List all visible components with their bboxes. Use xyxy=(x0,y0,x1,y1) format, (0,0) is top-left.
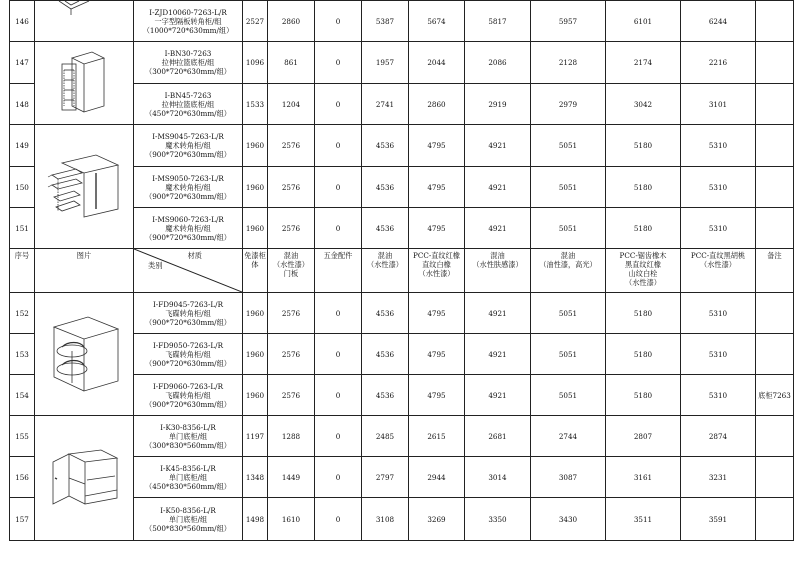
price-pcc-walnut: 5310 xyxy=(681,375,756,416)
price-pcc-walnut: 5310 xyxy=(681,167,756,208)
product-spec: I-K30-8356-L/R 单门底柜/组 （300*830*560mm/组） xyxy=(134,416,243,457)
price-paint-door: 2576 xyxy=(268,334,315,375)
table-row xyxy=(10,42,794,84)
row-number: 151 xyxy=(10,208,35,249)
price-paint-door: 1288 xyxy=(268,416,315,457)
table-header xyxy=(10,249,794,293)
price-paint-skin: 2919 xyxy=(465,84,531,125)
price-pcc-teak: 6101 xyxy=(606,1,681,42)
price-paint-oil: 5051 xyxy=(531,167,606,208)
product-spec: I-BN30-7263 拉伸拉篮底柜/组 （300*720*630mm/组） xyxy=(134,42,243,84)
price-pcc-walnut: 5310 xyxy=(681,125,756,167)
price-unpainted: 1533 xyxy=(243,84,268,125)
price-pcc-oak: 4795 xyxy=(409,375,465,416)
price-paint-skin: 4921 xyxy=(465,293,531,334)
price-pcc-oak: 3269 xyxy=(409,498,465,541)
remark xyxy=(756,334,794,375)
row-number: 146 xyxy=(10,1,35,42)
price-pcc-oak: 4795 xyxy=(409,167,465,208)
header-paint-door: 混油 （水性漆） 门板 xyxy=(268,249,315,293)
price-paint-oil: 5051 xyxy=(531,125,606,167)
price-hardware: 0 xyxy=(315,167,362,208)
price-hardware: 0 xyxy=(315,1,362,42)
price-pcc-oak: 4795 xyxy=(409,334,465,375)
price-paint-oil: 5957 xyxy=(531,1,606,42)
product-spec: I-FD9045-7263-L/R 飞碟转角柜/组 （900*720*630mm/组） xyxy=(134,293,243,334)
row-number: 148 xyxy=(10,84,35,125)
price-hardware: 0 xyxy=(315,334,362,375)
price-paint-skin: 4921 xyxy=(465,125,531,167)
remark xyxy=(756,167,794,208)
price-paint-oil: 5051 xyxy=(531,375,606,416)
remark xyxy=(756,293,794,334)
price-paint-skin: 4921 xyxy=(465,167,531,208)
price-hardware: 0 xyxy=(315,457,362,498)
price-paint-water: 4536 xyxy=(362,125,409,167)
price-pcc-teak: 5180 xyxy=(606,208,681,249)
price-pcc-teak: 3042 xyxy=(606,84,681,125)
price-pcc-teak: 2174 xyxy=(606,42,681,84)
price-unpainted: 1096 xyxy=(243,42,268,84)
remark xyxy=(756,416,794,457)
price-hardware: 0 xyxy=(315,498,362,541)
price-paint-door: 1449 xyxy=(268,457,315,498)
price-paint-door: 2576 xyxy=(268,293,315,334)
product-spec: I-MS9050-7263-L/R 魔术转角柜/组 （900*720*630mm/组） xyxy=(134,167,243,208)
price-pcc-teak: 5180 xyxy=(606,334,681,375)
header-paint-water: 混油 （水性漆） xyxy=(362,249,409,293)
price-pcc-teak: 5180 xyxy=(606,125,681,167)
price-paint-door: 2576 xyxy=(268,208,315,249)
row-number: 152 xyxy=(10,293,35,334)
header-pcc-oak: PCC-直纹红橡 直纹白橡 （水性漆） xyxy=(409,249,465,293)
price-table xyxy=(9,0,794,541)
header-unpainted: 免漆柜 体 xyxy=(243,249,268,293)
price-pcc-oak: 4795 xyxy=(409,125,465,167)
price-pcc-teak: 3161 xyxy=(606,457,681,498)
product-spec: I-ZJD10060-7263-L/R 一字型隔板转角柜/组 （1000*720*630mm/组） xyxy=(134,1,243,42)
header-no: 序号 xyxy=(10,249,35,293)
price-unpainted: 1348 xyxy=(243,457,268,498)
table-row xyxy=(10,125,794,167)
price-unpainted: 1960 xyxy=(243,167,268,208)
price-pcc-teak: 3511 xyxy=(606,498,681,541)
price-paint-water: 2741 xyxy=(362,84,409,125)
header-hardware: 五金配件 xyxy=(315,249,362,293)
remark xyxy=(756,498,794,541)
price-paint-oil: 3430 xyxy=(531,498,606,541)
price-paint-door: 1610 xyxy=(268,498,315,541)
price-paint-water: 4536 xyxy=(362,334,409,375)
product-spec: I-BN45-7263 拉伸拉篮底柜/组 （450*720*630mm/组） xyxy=(134,84,243,125)
product-image-cell xyxy=(35,125,134,249)
price-pcc-walnut: 2874 xyxy=(681,416,756,457)
price-paint-door: 2576 xyxy=(268,125,315,167)
product-image-cell xyxy=(35,42,134,125)
header-material-category xyxy=(134,249,243,293)
product-image-cell xyxy=(35,416,134,541)
price-paint-water: 2797 xyxy=(362,457,409,498)
price-pcc-walnut: 5310 xyxy=(681,208,756,249)
row-number: 150 xyxy=(10,167,35,208)
price-paint-skin: 3350 xyxy=(465,498,531,541)
table-row xyxy=(10,1,794,42)
header-image: 图片 xyxy=(35,249,134,293)
product-spec: I-FD9050-7263-L/R 飞碟转角柜/组 （900*720*630mm/组） xyxy=(134,334,243,375)
price-paint-water: 3108 xyxy=(362,498,409,541)
row-number: 149 xyxy=(10,125,35,167)
price-paint-skin: 4921 xyxy=(465,334,531,375)
price-paint-door: 2576 xyxy=(268,167,315,208)
price-paint-skin: 3014 xyxy=(465,457,531,498)
price-pcc-oak: 2944 xyxy=(409,457,465,498)
section-top xyxy=(10,1,794,249)
price-pcc-walnut: 3231 xyxy=(681,457,756,498)
price-pcc-teak: 5180 xyxy=(606,375,681,416)
price-paint-skin: 2681 xyxy=(465,416,531,457)
price-hardware: 0 xyxy=(315,375,362,416)
price-paint-oil: 5051 xyxy=(531,293,606,334)
remark xyxy=(756,125,794,167)
table-row xyxy=(10,293,794,334)
price-unpainted: 1960 xyxy=(243,125,268,167)
table-row xyxy=(10,416,794,457)
price-paint-door: 861 xyxy=(268,42,315,84)
header-remark: 备注 xyxy=(756,249,794,293)
remark xyxy=(756,42,794,84)
price-paint-door: 2860 xyxy=(268,1,315,42)
product-image-cell xyxy=(35,1,134,42)
price-pcc-walnut: 6244 xyxy=(681,1,756,42)
price-pcc-teak: 2807 xyxy=(606,416,681,457)
price-hardware: 0 xyxy=(315,125,362,167)
pullout-basket-cabinet-image xyxy=(58,50,110,116)
remark xyxy=(756,208,794,249)
price-hardware: 0 xyxy=(315,208,362,249)
price-paint-water: 4536 xyxy=(362,208,409,249)
price-paint-oil: 3087 xyxy=(531,457,606,498)
product-spec: I-FD9060-7263-L/R 飞碟转角柜/组 （900*720*630mm/组） xyxy=(134,375,243,416)
price-paint-door: 1204 xyxy=(268,84,315,125)
price-pcc-oak: 4795 xyxy=(409,293,465,334)
price-paint-oil: 2128 xyxy=(531,42,606,84)
price-pcc-walnut: 5310 xyxy=(681,334,756,375)
price-paint-skin: 4921 xyxy=(465,208,531,249)
header-paint-oil: 混油 （油性漆，高光） xyxy=(531,249,606,293)
row-number: 154 xyxy=(10,375,35,416)
magic-corner-cabinet-image xyxy=(44,151,124,223)
price-unpainted: 1960 xyxy=(243,293,268,334)
row-number: 147 xyxy=(10,42,35,84)
price-pcc-walnut: 5310 xyxy=(681,293,756,334)
price-paint-skin: 2086 xyxy=(465,42,531,84)
single-door-base-cabinet-image xyxy=(47,448,121,508)
header-category: 类别 xyxy=(148,261,163,270)
price-pcc-oak: 4795 xyxy=(409,208,465,249)
price-paint-water: 4536 xyxy=(362,375,409,416)
price-paint-oil: 2744 xyxy=(531,416,606,457)
price-paint-skin: 4921 xyxy=(465,375,531,416)
product-image-cell xyxy=(35,293,134,416)
price-paint-water: 4536 xyxy=(362,167,409,208)
price-hardware: 0 xyxy=(315,42,362,84)
price-paint-water: 1957 xyxy=(362,42,409,84)
price-unpainted: 1960 xyxy=(243,375,268,416)
price-paint-oil: 2979 xyxy=(531,84,606,125)
price-paint-oil: 5051 xyxy=(531,334,606,375)
price-unpainted: 1960 xyxy=(243,208,268,249)
price-pcc-walnut: 3591 xyxy=(681,498,756,541)
remark xyxy=(756,1,794,42)
price-pcc-teak: 5180 xyxy=(606,167,681,208)
price-unpainted: 1960 xyxy=(243,334,268,375)
price-hardware: 0 xyxy=(315,416,362,457)
price-paint-door: 2576 xyxy=(268,375,315,416)
price-pcc-oak: 2044 xyxy=(409,42,465,84)
row-number: 155 xyxy=(10,416,35,457)
price-pcc-oak: 2860 xyxy=(409,84,465,125)
price-paint-water: 5387 xyxy=(362,1,409,42)
header-pcc-teak: PCC-锯齿橡木 黑直纹红橡 山纹白栓 （水性漆） xyxy=(606,249,681,293)
section-bottom xyxy=(10,293,794,541)
price-pcc-teak: 5180 xyxy=(606,293,681,334)
product-spec: I-K50-8356-L/R 单门底柜/组 （500*830*560mm/组） xyxy=(134,498,243,541)
header-pcc-walnut: PCC-直纹黑胡桃 （水性漆） xyxy=(681,249,756,293)
row-number: 156 xyxy=(10,457,35,498)
price-paint-skin: 5817 xyxy=(465,1,531,42)
price-paint-water: 2485 xyxy=(362,416,409,457)
ufo-corner-cabinet-image xyxy=(44,311,124,397)
corner-shelf-cabinet-image xyxy=(49,1,119,17)
price-unpainted: 1498 xyxy=(243,498,268,541)
header-material: 材质 xyxy=(187,251,202,260)
row-number: 153 xyxy=(10,334,35,375)
product-spec: I-K45-8356-L/R 单门底柜/组 （450*830*560mm/组） xyxy=(134,457,243,498)
product-spec: I-MS9060-7263-L/R 魔术转角柜/组 （900*720*630mm/组） xyxy=(134,208,243,249)
price-pcc-oak: 2615 xyxy=(409,416,465,457)
price-pcc-walnut: 3101 xyxy=(681,84,756,125)
row-number: 157 xyxy=(10,498,35,541)
price-paint-water: 4536 xyxy=(362,293,409,334)
price-pcc-oak: 5674 xyxy=(409,1,465,42)
price-hardware: 0 xyxy=(315,84,362,125)
header-paint-skin: 混油 （水性肤感漆） xyxy=(465,249,531,293)
price-hardware: 0 xyxy=(315,293,362,334)
product-spec: I-MS9045-7263-L/R 魔术转角柜/组 （900*720*630mm/组） xyxy=(134,125,243,167)
remark: 底柜7263 xyxy=(756,375,794,416)
remark xyxy=(756,84,794,125)
price-unpainted: 1197 xyxy=(243,416,268,457)
price-paint-oil: 5051 xyxy=(531,208,606,249)
price-pcc-walnut: 2216 xyxy=(681,42,756,84)
price-unpainted: 2527 xyxy=(243,1,268,42)
remark xyxy=(756,457,794,498)
